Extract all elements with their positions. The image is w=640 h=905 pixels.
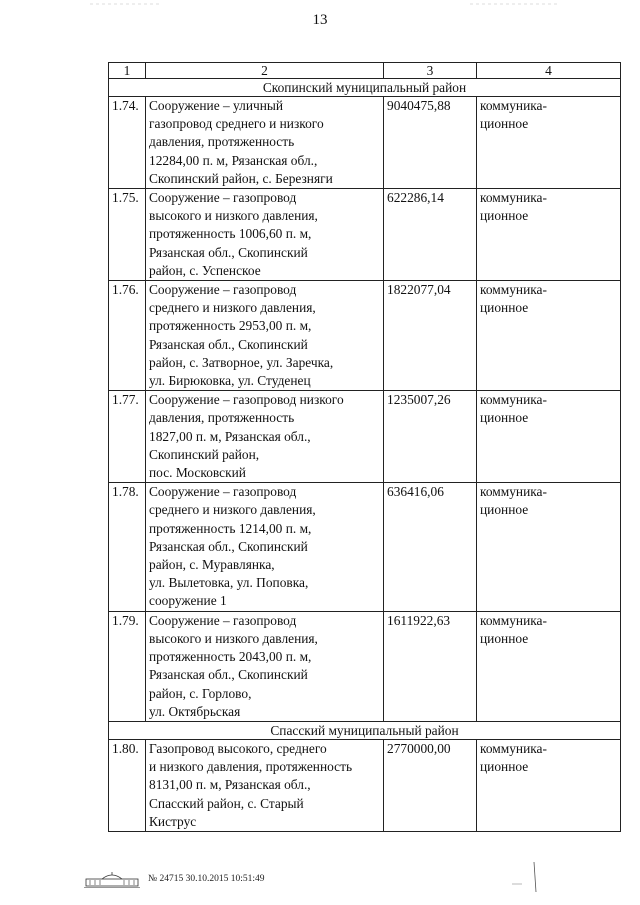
item-description: Сооружение – уличный газопровод среднего и низкого давления, протяженность 12284,00 п. м, Рязанская обл., Скопинский район, с. Березняги bbox=[146, 97, 384, 189]
item-number: 1.75. bbox=[109, 189, 146, 281]
item-description: Сооружение – газопровод высокого и низкого давления, протяженность 2043,00 п. м, Рязанская обл., Скопинский район, с. Горлово, ул. Октябрьская bbox=[146, 611, 384, 721]
item-number: 1.78. bbox=[109, 483, 146, 611]
item-description: Газопровод высокого, среднего и низкого давления, протяженность 8131,00 п. м, Рязанская обл., Спасский район, с. Старый Киструс bbox=[146, 739, 384, 831]
item-number: 1.74. bbox=[109, 97, 146, 189]
item-number: 1.76. bbox=[109, 281, 146, 391]
item-type: коммуника- ционное bbox=[477, 483, 621, 611]
item-value: 622286,14 bbox=[384, 189, 477, 281]
property-table bbox=[108, 62, 621, 832]
registration-number: № 24715 30.10.2015 10:51:49 bbox=[148, 874, 265, 884]
column-header: 4 bbox=[477, 63, 621, 79]
column-header: 3 bbox=[384, 63, 477, 79]
table-row bbox=[109, 281, 621, 391]
item-description: Сооружение – газопровод среднего и низкого давления, протяженность 1214,00 п. м, Рязанская обл., Скопинский район, с. Муравлянка, ул. Вылетовка, ул. Поповка, сооружение 1 bbox=[146, 483, 384, 611]
item-description: Сооружение – газопровод высокого и низкого давления, протяженность 1006,60 п. м, Рязанская обл., Скопинский район, с. Успенское bbox=[146, 189, 384, 281]
district-row bbox=[109, 79, 621, 97]
table-row bbox=[109, 611, 621, 721]
item-type: коммуника- ционное bbox=[477, 739, 621, 831]
header-row bbox=[109, 63, 621, 79]
item-type: коммуника- ционное bbox=[477, 189, 621, 281]
item-value: 636416,06 bbox=[384, 483, 477, 611]
item-number: 1.79. bbox=[109, 611, 146, 721]
item-value: 1611922,63 bbox=[384, 611, 477, 721]
item-number: 1.80. bbox=[109, 739, 146, 831]
table-row bbox=[109, 97, 621, 189]
table-row bbox=[109, 739, 621, 831]
registration-stamp-logo bbox=[80, 871, 144, 889]
item-type: коммуника- ционное bbox=[477, 611, 621, 721]
item-value: 1822077,04 bbox=[384, 281, 477, 391]
item-value: 2770000,00 bbox=[384, 739, 477, 831]
column-header: 1 bbox=[109, 63, 146, 79]
table-row bbox=[109, 391, 621, 483]
table-row bbox=[109, 189, 621, 281]
item-description: Сооружение – газопровод среднего и низкого давления, протяженность 2953,00 п. м, Рязанская обл., Скопинский район, с. Затворное, ул. Заречка, ул. Бирюковка, ул. Студенец bbox=[146, 281, 384, 391]
item-description: Сооружение – газопровод низкого давления, протяженность 1827,00 п. м, Рязанская обл., Скопинский район, пос. Московский bbox=[146, 391, 384, 483]
district-name: Спасский муниципальный район bbox=[109, 721, 621, 739]
district-row bbox=[109, 721, 621, 739]
document-footer bbox=[0, 871, 640, 891]
district-name: Скопинский муниципальный район bbox=[109, 79, 621, 97]
column-header: 2 bbox=[146, 63, 384, 79]
item-type: коммуника- ционное bbox=[477, 281, 621, 391]
item-type: коммуника- ционное bbox=[477, 391, 621, 483]
item-type: коммуника- ционное bbox=[477, 97, 621, 189]
item-value: 9040475,88 bbox=[384, 97, 477, 189]
page-number: 13 bbox=[312, 12, 328, 28]
table-row bbox=[109, 483, 621, 611]
item-value: 1235007,26 bbox=[384, 391, 477, 483]
item-number: 1.77. bbox=[109, 391, 146, 483]
